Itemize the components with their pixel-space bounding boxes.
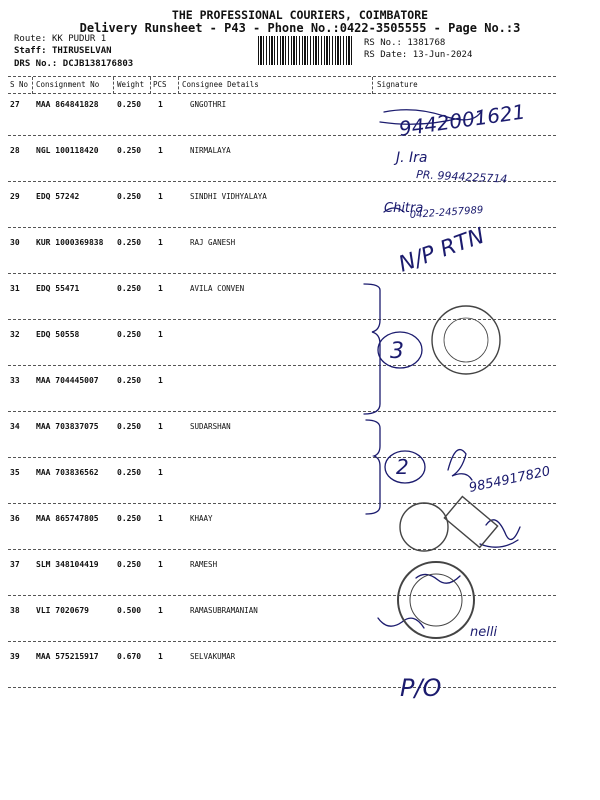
row35-handwriting-phone: 9854917820 xyxy=(467,464,552,496)
bracket-31-33-count: 3 xyxy=(390,339,404,364)
cell-consignee: SUDARSHAN xyxy=(190,422,231,431)
cell-sno: 29 xyxy=(10,192,20,201)
cell-consignee: SINDHI VIDHYALAYA xyxy=(190,192,267,201)
row-rule xyxy=(8,687,556,688)
column-divider xyxy=(113,77,114,94)
row-rule xyxy=(8,227,556,228)
cell-pcs: 1 xyxy=(158,284,163,293)
table-row xyxy=(0,560,600,570)
table-row xyxy=(0,146,600,156)
bracket-34-35-count: 2 xyxy=(396,455,409,479)
cell-sno: 27 xyxy=(10,100,20,109)
route-value: KK PUDUR 1 xyxy=(51,34,107,44)
row31-33-brace xyxy=(364,284,380,414)
header-bottom-rule xyxy=(8,93,556,94)
cell-pcs: 1 xyxy=(158,376,163,385)
rs-date-line xyxy=(364,50,472,60)
rs-no-label: RS No.: xyxy=(364,38,402,48)
table-row xyxy=(0,192,600,202)
row38-scribble xyxy=(378,618,424,628)
row37-stamp-inner xyxy=(410,574,462,626)
cell-weight: 0.250 xyxy=(117,468,142,477)
row28-handwriting-phone: PR. 9944225714 xyxy=(415,168,508,186)
rs-no-line xyxy=(364,38,445,48)
staff-value: THIRUSELVAN xyxy=(51,46,112,56)
cell-sno: 36 xyxy=(10,514,20,523)
staff-line xyxy=(14,46,112,56)
cell-consignment: SLM 348104419 xyxy=(36,560,99,569)
row30-handwriting: N/P RTN xyxy=(395,223,488,278)
cell-pcs: 1 xyxy=(158,192,163,201)
barcode xyxy=(258,36,354,65)
column-divider xyxy=(32,77,33,94)
cell-consignee: RAMASUBRAMANIAN xyxy=(190,606,258,615)
cell-weight: 0.250 xyxy=(117,560,142,569)
cell-weight: 0.250 xyxy=(117,330,142,339)
cell-sno: 33 xyxy=(10,376,20,385)
runsheet-title: Delivery Runsheet - P43 - Phone No.:0422-3505555 - Page No.:3 xyxy=(79,21,521,35)
cell-sno: 34 xyxy=(10,422,20,431)
row-rule xyxy=(8,365,556,366)
avila-stamp-inner xyxy=(444,318,488,362)
rs-date-value: 13-Jun-2024 xyxy=(412,50,473,60)
row-rule xyxy=(8,595,556,596)
column-header-consignee: Consignee Details xyxy=(182,80,259,89)
cell-consignment: MAA 703837075 xyxy=(36,422,99,431)
cell-pcs: 1 xyxy=(158,560,163,569)
drs-label: DRS No.: xyxy=(14,59,58,69)
row29-handwriting-phone: 0422-2457989 xyxy=(409,204,484,221)
cell-weight: 0.250 xyxy=(117,514,142,523)
table-row xyxy=(0,330,600,340)
column-divider xyxy=(372,77,373,94)
cell-consignment: KUR 1000369838 xyxy=(36,238,104,247)
rs-date-label: RS Date: xyxy=(364,50,408,60)
cell-consignment: NGL 100118420 xyxy=(36,146,99,155)
row-rule xyxy=(8,503,556,504)
cell-sno: 38 xyxy=(10,606,20,615)
cell-pcs: 1 xyxy=(158,330,163,339)
cell-sno: 30 xyxy=(10,238,20,247)
cell-weight: 0.250 xyxy=(117,284,142,293)
cell-weight: 0.500 xyxy=(117,606,142,615)
cell-consignee: GNGOTHRI xyxy=(190,100,227,109)
table-row xyxy=(0,468,600,478)
row39-handwriting: P/O xyxy=(400,674,442,702)
company-title: THE PROFESSIONAL COURIERS, COIMBATORE xyxy=(171,8,429,22)
cell-consignment: EDQ 55471 xyxy=(36,284,80,293)
cell-sno: 31 xyxy=(10,284,20,293)
row27-scribble xyxy=(380,110,482,125)
cell-weight: 0.250 xyxy=(117,376,142,385)
row34-35-brace xyxy=(366,420,380,514)
row37-stamp xyxy=(398,562,474,638)
row28-handwriting-name: J. Ira xyxy=(396,150,428,166)
cell-weight: 0.250 xyxy=(117,100,142,109)
cell-sno: 35 xyxy=(10,468,20,477)
cell-sno: 37 xyxy=(10,560,20,569)
row-rule xyxy=(8,135,556,136)
staff-label: Staff: xyxy=(14,46,47,56)
table-row xyxy=(0,238,600,248)
table-row xyxy=(0,376,600,386)
route-label: Route: xyxy=(14,34,47,44)
column-divider xyxy=(178,77,179,94)
cell-consignment: MAA 865747805 xyxy=(36,514,99,523)
rs-no-value: 1381768 xyxy=(407,38,446,48)
column-header-sno: S No xyxy=(10,80,29,89)
cell-consignment: MAA 864841828 xyxy=(36,100,99,109)
row29-scribble xyxy=(384,208,404,212)
table-row xyxy=(0,100,600,110)
cell-consignee: NIRMALAYA xyxy=(190,146,231,155)
cell-sno: 39 xyxy=(10,652,20,661)
table-row xyxy=(0,514,600,524)
cell-pcs: 1 xyxy=(158,100,163,109)
table-row xyxy=(0,422,600,432)
cell-consignee: AVILA CONVEN xyxy=(190,284,245,293)
cell-sno: 28 xyxy=(10,146,20,155)
cell-consignment: MAA 575215917 xyxy=(36,652,99,661)
row29-handwriting-name: Chitra xyxy=(384,201,424,216)
cell-consignee: RAMESH xyxy=(190,560,218,569)
route-line xyxy=(14,34,106,44)
row38-handwriting: nelli xyxy=(470,625,498,640)
cell-consignment: MAA 704445007 xyxy=(36,376,99,385)
cell-pcs: 1 xyxy=(158,146,163,155)
row-rule xyxy=(8,181,556,182)
row36-stamp xyxy=(400,503,448,551)
table-row xyxy=(0,284,600,294)
drs-line xyxy=(14,59,133,69)
column-header-weight: Weight xyxy=(117,80,145,89)
row-rule xyxy=(8,319,556,320)
cell-consignee: KHAAY xyxy=(190,514,213,523)
column-divider xyxy=(150,77,151,94)
cell-consignment: EDQ 50558 xyxy=(36,330,80,339)
cell-pcs: 1 xyxy=(158,606,163,615)
row-rule xyxy=(8,411,556,412)
row37-signature xyxy=(416,574,460,583)
cell-weight: 0.250 xyxy=(117,192,142,201)
row-rule xyxy=(8,457,556,458)
drs-value: DCJB138176803 xyxy=(62,59,134,69)
cell-pcs: 1 xyxy=(158,652,163,661)
bracket-34-35-circle xyxy=(385,451,425,483)
row-rule xyxy=(8,549,556,550)
cell-weight: 0.250 xyxy=(117,422,142,431)
table-row xyxy=(0,652,600,662)
cell-pcs: 1 xyxy=(158,422,163,431)
column-header-pcs: PCS xyxy=(153,80,167,89)
cell-pcs: 1 xyxy=(158,514,163,523)
cell-weight: 0.250 xyxy=(117,146,142,155)
cell-consignment: MAA 703836562 xyxy=(36,468,99,477)
column-header-signature: Signature xyxy=(377,80,418,89)
table-row xyxy=(0,606,600,616)
cell-consignee: RAJ GANESH xyxy=(190,238,236,247)
column-header-consignment: Consignment No xyxy=(36,80,100,89)
cell-consignment: EDQ 57242 xyxy=(36,192,80,201)
avila-stamp xyxy=(432,306,500,374)
row-rule xyxy=(8,641,556,642)
row-rule xyxy=(8,273,556,274)
cell-consignee: SELVAKUMAR xyxy=(190,652,236,661)
cell-sno: 32 xyxy=(10,330,20,339)
table-top-rule xyxy=(8,76,556,77)
cell-pcs: 1 xyxy=(158,238,163,247)
cell-weight: 0.670 xyxy=(117,652,142,661)
row27-handwriting: 9442001621 xyxy=(397,99,527,141)
cell-pcs: 1 xyxy=(158,468,163,477)
cell-consignment: VLI 7020679 xyxy=(36,606,89,615)
cell-weight: 0.250 xyxy=(117,238,142,247)
